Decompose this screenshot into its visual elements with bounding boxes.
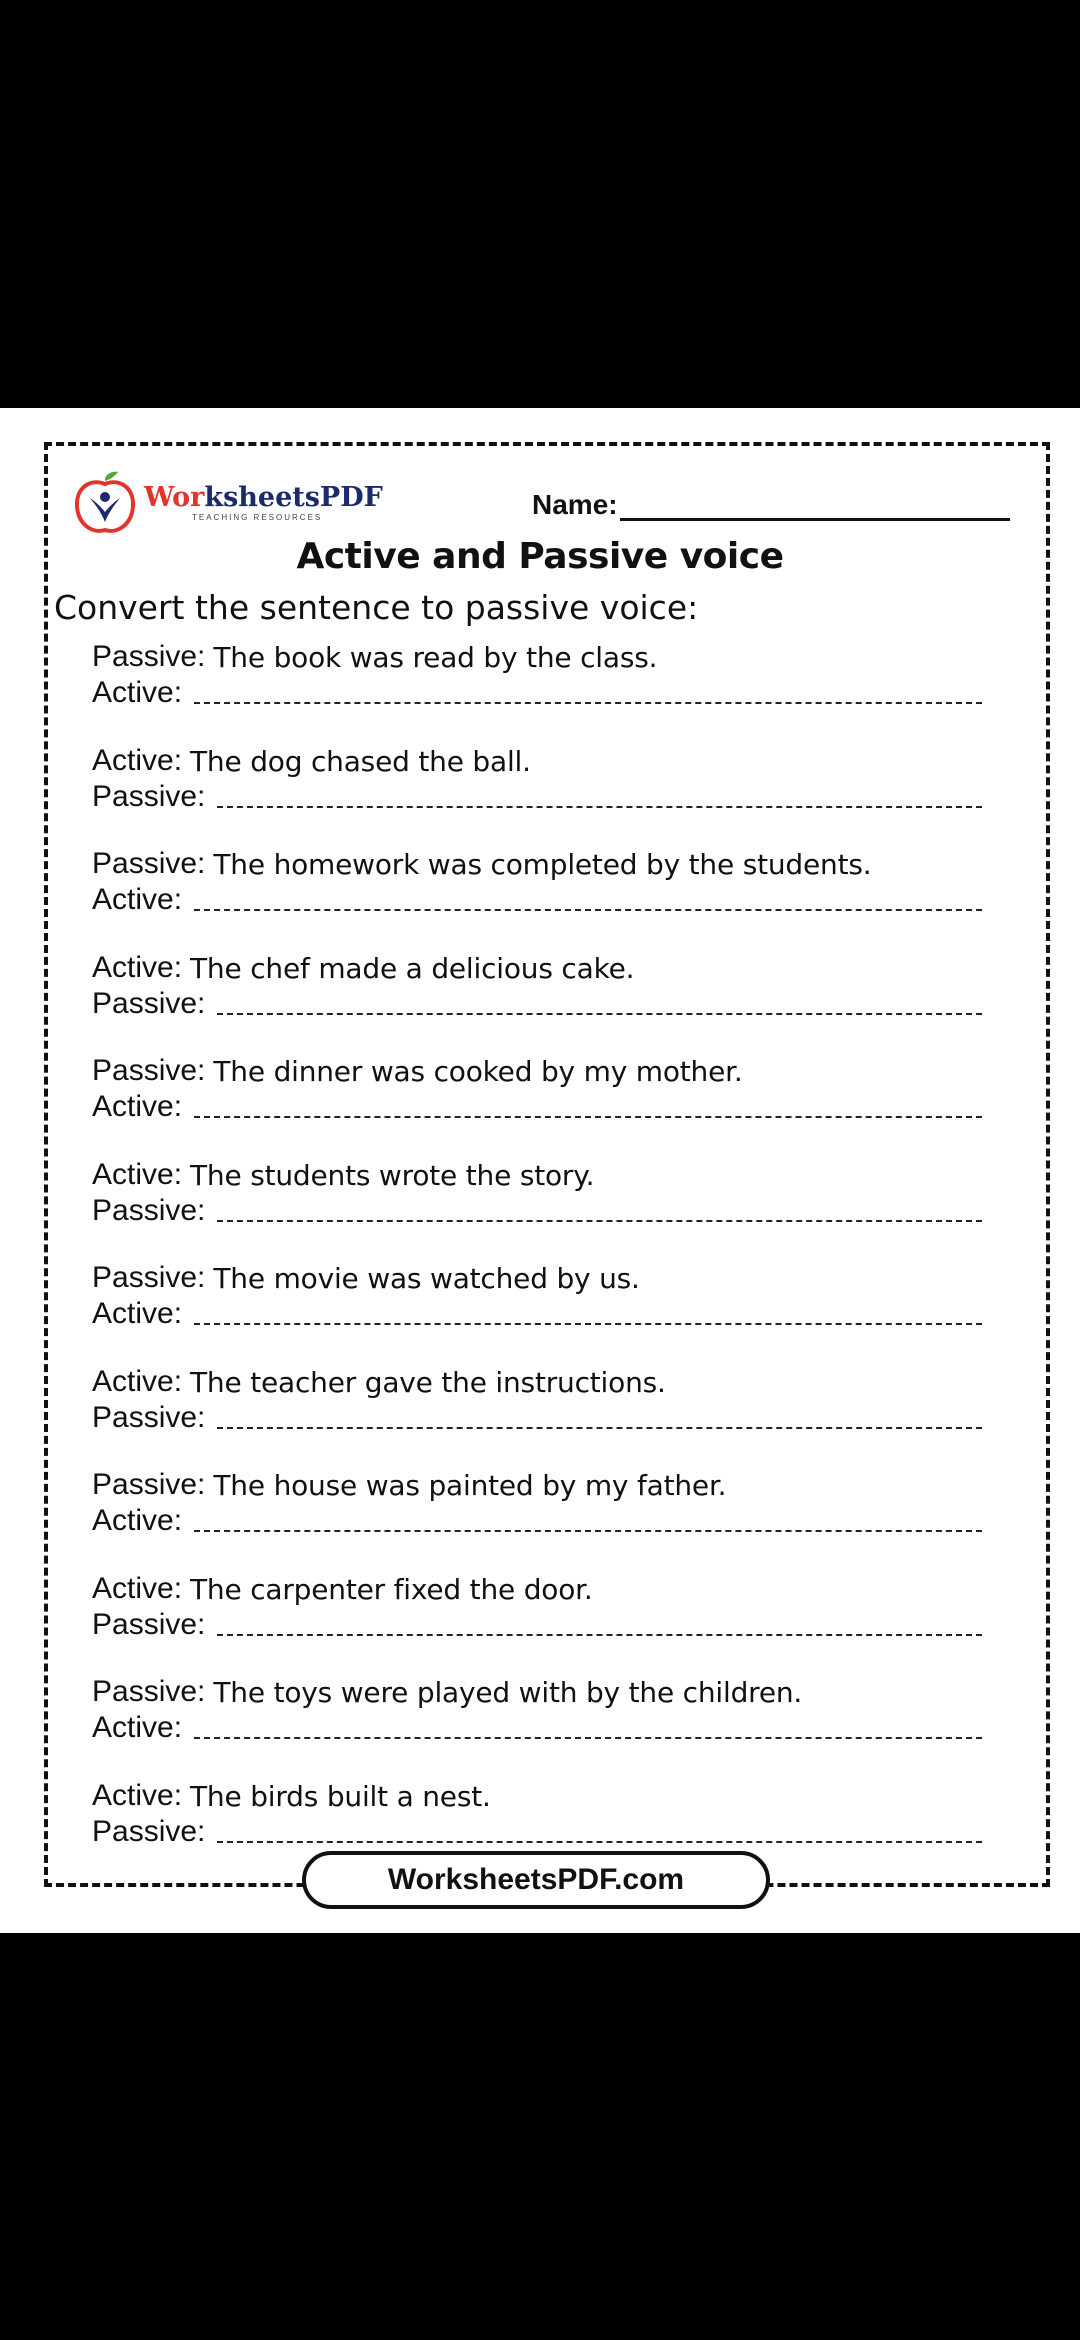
exercise-prompt bbox=[92, 1468, 992, 1502]
answer-voice-label: Active: bbox=[92, 1297, 183, 1330]
answer-voice-label: Passive: bbox=[92, 1400, 206, 1434]
exercise-item bbox=[92, 744, 992, 848]
answer-voice-label: Active: bbox=[92, 1090, 183, 1123]
answer-row bbox=[92, 1399, 992, 1435]
answer-blank-line bbox=[194, 700, 982, 704]
exercise-item bbox=[92, 847, 992, 951]
brand-name-rest: ksheetsPDF bbox=[204, 482, 383, 513]
prompt-voice-label: Passive: bbox=[92, 1261, 206, 1294]
prompt-sentence: The chef made a delicious cake. bbox=[190, 951, 635, 985]
exercise-item bbox=[92, 640, 992, 744]
prompt-sentence: The toys were played with by the children. bbox=[213, 1676, 803, 1709]
prompt-voice-label: Active: bbox=[92, 1778, 183, 1812]
exercise-item bbox=[92, 951, 992, 1055]
exercise-prompt bbox=[92, 640, 992, 674]
answer-blank-line bbox=[217, 1839, 982, 1843]
answer-row bbox=[92, 1192, 992, 1228]
exercise-prompt bbox=[92, 1261, 992, 1295]
answer-voice-label: Active: bbox=[92, 1711, 183, 1744]
prompt-voice-label: Active: bbox=[92, 1571, 183, 1605]
answer-blank-line bbox=[217, 804, 982, 808]
prompt-sentence: The students wrote the story. bbox=[190, 1158, 595, 1192]
exercise-item bbox=[92, 1158, 992, 1262]
prompt-sentence: The movie was watched by us. bbox=[213, 1262, 640, 1295]
exercise-prompt bbox=[92, 1158, 992, 1192]
exercise-item bbox=[92, 1261, 992, 1365]
worksheet-header bbox=[72, 458, 1022, 548]
exercise-prompt bbox=[92, 1054, 992, 1088]
answer-blank-line bbox=[217, 1632, 982, 1636]
answer-row bbox=[92, 985, 992, 1021]
answer-row bbox=[92, 1502, 992, 1538]
exercise-item bbox=[92, 1054, 992, 1158]
answer-blank-line bbox=[194, 1528, 982, 1532]
answer-row bbox=[92, 1606, 992, 1642]
answer-blank-line bbox=[194, 1114, 982, 1118]
prompt-sentence: The book was read by the class. bbox=[213, 641, 658, 674]
brand-name bbox=[144, 483, 383, 513]
prompt-voice-label: Active: bbox=[92, 743, 183, 777]
prompt-voice-label: Passive: bbox=[92, 1468, 206, 1501]
exercise-prompt bbox=[92, 847, 992, 881]
answer-voice-label: Passive: bbox=[92, 1607, 206, 1641]
answer-blank-line bbox=[217, 1218, 982, 1222]
name-blank bbox=[620, 488, 1010, 521]
answer-row bbox=[92, 1813, 992, 1849]
exercise-item bbox=[92, 1365, 992, 1469]
prompt-sentence: The house was painted by my father. bbox=[213, 1469, 727, 1502]
prompt-sentence: The homework was completed by the students. bbox=[213, 848, 872, 881]
exercise-list bbox=[92, 640, 992, 1882]
brand-tagline: TEACHING RESOURCES bbox=[192, 513, 323, 522]
prompt-voice-label: Passive: bbox=[92, 640, 206, 673]
prompt-sentence: The teacher gave the instructions. bbox=[190, 1365, 666, 1399]
answer-voice-label: Active: bbox=[92, 1504, 183, 1537]
prompt-voice-label: Passive: bbox=[92, 1054, 206, 1087]
answer-voice-label: Active: bbox=[92, 676, 183, 709]
answer-voice-label: Passive: bbox=[92, 1814, 206, 1848]
prompt-voice-label: Active: bbox=[92, 1364, 183, 1398]
brand-name-first: Wor bbox=[144, 482, 205, 513]
prompt-sentence: The carpenter fixed the door. bbox=[190, 1572, 593, 1606]
apple-logo-icon bbox=[72, 470, 138, 536]
exercise-prompt bbox=[92, 1779, 992, 1813]
brand-logo bbox=[72, 458, 383, 548]
answer-blank-line bbox=[217, 1425, 982, 1429]
answer-row bbox=[92, 674, 992, 710]
exercise-prompt bbox=[92, 1675, 992, 1709]
footer-website: WorksheetsPDF.com bbox=[302, 1851, 770, 1909]
answer-row bbox=[92, 1295, 992, 1331]
prompt-sentence: The birds built a nest. bbox=[190, 1779, 491, 1813]
worksheet-title: Active and Passive voice bbox=[296, 536, 784, 577]
prompt-sentence: The dinner was cooked by my mother. bbox=[213, 1055, 743, 1088]
answer-blank-line bbox=[217, 1011, 982, 1015]
worksheet-image bbox=[0, 408, 1080, 1933]
exercise-prompt bbox=[92, 951, 992, 985]
prompt-voice-label: Passive: bbox=[92, 847, 206, 880]
exercise-prompt bbox=[92, 1365, 992, 1399]
answer-row bbox=[92, 1088, 992, 1124]
prompt-voice-label: Passive: bbox=[92, 1675, 206, 1708]
exercise-prompt bbox=[92, 744, 992, 778]
exercise-item bbox=[92, 1468, 992, 1572]
answer-blank-line bbox=[194, 907, 982, 911]
name-label: Name: bbox=[532, 489, 618, 520]
worksheet-instruction: Convert the sentence to passive voice: bbox=[54, 588, 699, 627]
prompt-voice-label: Active: bbox=[92, 1157, 183, 1191]
answer-voice-label: Passive: bbox=[92, 986, 206, 1020]
answer-row bbox=[92, 778, 992, 814]
answer-blank-line bbox=[194, 1735, 982, 1739]
answer-row bbox=[92, 1709, 992, 1745]
exercise-prompt bbox=[92, 1572, 992, 1606]
brand-text bbox=[144, 483, 383, 523]
answer-voice-label: Passive: bbox=[92, 1193, 206, 1227]
exercise-item bbox=[92, 1572, 992, 1676]
name-field bbox=[532, 488, 1010, 521]
answer-voice-label: Active: bbox=[92, 883, 183, 916]
exercise-item bbox=[92, 1675, 992, 1779]
answer-voice-label: Passive: bbox=[92, 779, 206, 813]
prompt-voice-label: Active: bbox=[92, 950, 183, 984]
answer-row bbox=[92, 881, 992, 917]
prompt-sentence: The dog chased the ball. bbox=[190, 744, 531, 778]
answer-blank-line bbox=[194, 1321, 982, 1325]
